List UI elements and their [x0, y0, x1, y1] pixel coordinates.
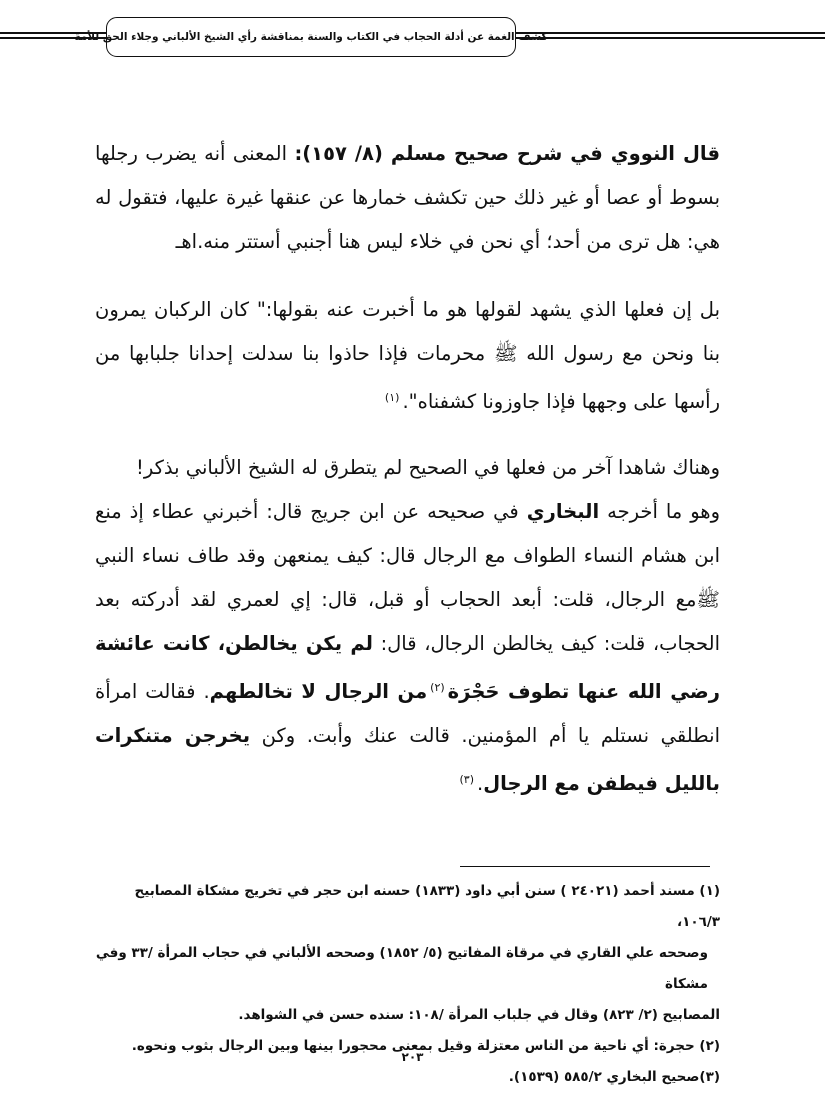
tawaf-bold-1: لم يكن يخالطن، كانت عائشة رضي الله عنها تطوف حَجْرَة — [95, 631, 720, 703]
header-title: كشف الغمة عن أدلة الحجاب في الكتاب والسنة بمناقشة رأي الشيخ الألباني وجلاء الحق للأمة — [74, 31, 548, 43]
paragraph-nawawi — [95, 132, 720, 264]
nawawi-citation: قال النووي في شرح صحيح مسلم (٨/ ١٥٧): — [294, 141, 720, 165]
footnote-marker-1[interactable]: (١) — [384, 390, 400, 404]
footnote-1-line-3: المصابيح (٢/ ٨٢٣) وقال في جلباب المرأة /١٠٨: سنده حسن في الشواهد. — [238, 1007, 720, 1023]
paragraph-tawaf — [95, 446, 720, 806]
footnote-marker-2[interactable]: (٢) — [430, 680, 445, 694]
paragraph-hadith-riders — [95, 288, 720, 424]
footnote-marker-3[interactable]: (٣) — [459, 772, 474, 786]
tawaf-text-b: في صحيحه عن ابن جريج قال: أخبرني عطاء إذ منع ابن هشام النساء الطواف مع الرجال قال: كيف يمنعهن وقد طاف نساء النبي ﷺمع الرجال، قلت: أبعد الحجاب أو قبل، قال: إي لعمري لقد أدركته بعد الحجاب، قلت: كيف يخالطن الرجال، قال: — [95, 499, 720, 655]
footnote-3: (٣)صحيح البخاري ٥٨٥/٢ (١٥٣٩). — [508, 1069, 720, 1085]
running-header — [74, 17, 548, 57]
bukhari-name: البخاري — [526, 499, 600, 523]
nawawi-text: المعنى أنه يضرب رجلها بسوط أو عصا أو غير ذلك حين تكشف خمارها عن عنقها غيرة عليها، فتقول له هي: هل ترى من أحد؛ أي نحن في خلاء ليس هنا أجنبي أستتر منه.اهـ — [95, 141, 720, 253]
riders-text: بل إن فعلها الذي يشهد لقولها هو ما أخبرت عنه بقولها:" كان الركبان يمرون بنا ونحن مع رسول الله ﷺ محرمات فإذا حاذوا بنا سدلت إحدانا جلبابها من رأسها على وجهها فإذا جاوزونا كشفناه". — [95, 297, 720, 413]
tawaf-text-d: . — [477, 771, 484, 795]
tawaf-text-c: . فقالت امرأة انطلقي نستلم يا أم المؤمنين. قالت عنك وأبت. وكن — [95, 679, 720, 747]
tawaf-text-a: وهو ما أخرجه — [599, 499, 720, 523]
footnote-2: (٢) حجرة: أي ناحية من الناس معتزلة وقيل بمعنى محجورا بينها وبين الرجال بثوب ونحوه. — [131, 1038, 720, 1054]
page-number: ٢٠٣ — [401, 1050, 424, 1064]
footnote-1-line-1: (١) مسند أحمد (٢٤٠٢١ ) سنن أبي داود (١٨٣٣) حسنه ابن حجر في تخريج مشكاة المصابيح ١٠٦/٣، — [134, 883, 720, 930]
footnote-1-line-2: وصححه علي القاري في مرقاة المفاتيح (٥/ ١٨٥٢) وصححه الألباني في حجاب المرأة /٣٣ وفي مشكاة — [95, 945, 708, 992]
footnote-separator — [460, 866, 710, 867]
tawaf-bold-2: من الرجال لا تخالطهم — [209, 679, 428, 703]
tawaf-bold-3: يخرجن متنكرات بالليل فيطفن مع الرجال — [95, 723, 720, 795]
tawaf-intro: وهناك شاهدا آخر من فعلها في الصحيح لم يتطرق له الشيخ الألباني بذكر! — [136, 455, 720, 479]
